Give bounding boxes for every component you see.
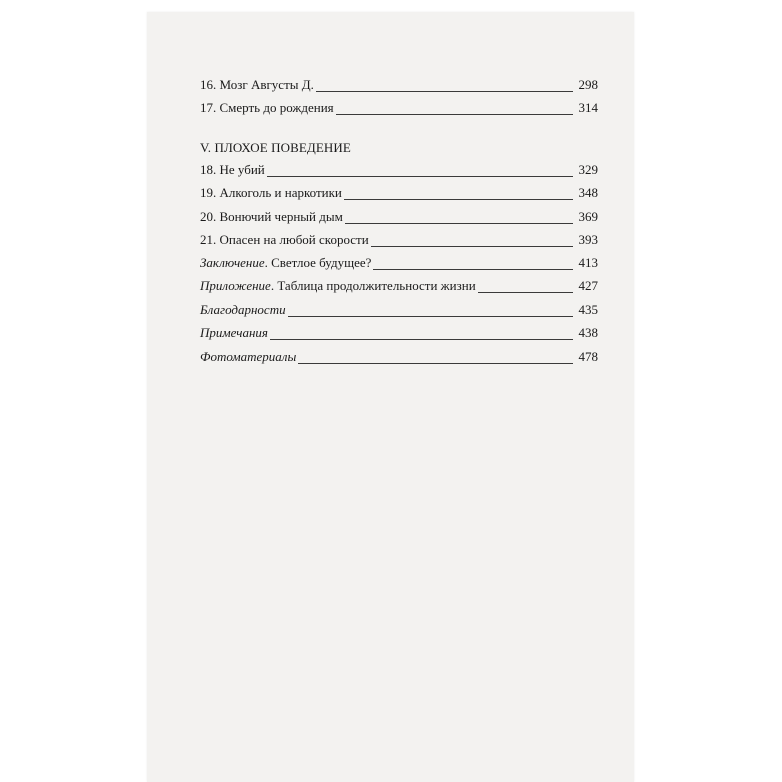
toc-leader-line xyxy=(478,291,573,293)
toc-entry-16 xyxy=(200,72,598,95)
toc-entry-title: 21. Опасен на любой скорости xyxy=(200,231,369,247)
toc-entry-title: 20. Вонючий черный дым xyxy=(200,208,343,224)
toc-entry-21 xyxy=(200,227,598,250)
toc-entry-title xyxy=(200,325,270,343)
toc-leader-line xyxy=(344,198,573,200)
toc-entry-title xyxy=(200,255,373,273)
toc-leader-line xyxy=(373,268,573,270)
toc-leader-line xyxy=(316,90,573,92)
toc-entry-title-italic: Благодарности xyxy=(200,301,286,317)
toc-entry-photos xyxy=(200,343,598,367)
toc-entry-20 xyxy=(200,203,598,226)
toc-entry-page: 427 xyxy=(578,278,598,293)
toc-entry-title-italic: Приложение xyxy=(200,278,271,293)
toc-leader-line xyxy=(288,315,573,317)
toc-entry-page: 438 xyxy=(578,325,598,340)
toc-entry-title-italic: Заключение xyxy=(200,254,265,270)
toc-entry-title: 19. Алкоголь и наркотики xyxy=(200,185,342,201)
toc-entry-appendix xyxy=(200,273,598,297)
toc-group-a xyxy=(200,72,598,118)
part-heading: V. ПЛОХОЕ ПОВЕДЕНИЕ xyxy=(200,140,351,155)
toc-leader-line xyxy=(298,362,573,364)
toc-entry-title xyxy=(200,349,298,367)
toc-entry-conclusion xyxy=(200,249,598,273)
toc-entry-title-rest: . Светлое будущее? xyxy=(264,254,372,270)
toc-entry-title xyxy=(200,278,478,296)
toc-entry-page: 314 xyxy=(578,100,598,116)
toc-entry-page: 478 xyxy=(578,348,598,364)
toc-entry-notes xyxy=(200,320,598,344)
toc-entry-acknowledgements xyxy=(200,296,598,320)
toc-group-b xyxy=(200,139,598,250)
toc-entry-19 xyxy=(200,180,598,203)
toc-entry-18 xyxy=(200,157,598,180)
toc-entry-page: 413 xyxy=(578,254,598,270)
toc-leader-line xyxy=(345,222,573,224)
toc-entry-title: 17. Смерть до рождения xyxy=(200,100,334,116)
toc-entry-page: 348 xyxy=(578,185,598,201)
toc-leader-line xyxy=(270,338,573,340)
toc-entry-title: 16. Мозг Августы Д. xyxy=(200,77,314,93)
toc-entry-page: 393 xyxy=(578,231,598,247)
toc-entry-17 xyxy=(200,95,598,118)
toc-entry-title-rest: . Таблица продолжительности жизни xyxy=(270,278,476,293)
toc-entry-title xyxy=(200,302,288,320)
toc-entry-page: 369 xyxy=(578,208,598,224)
toc-entry-title-italic: Примечания xyxy=(200,325,268,340)
toc-entry-title: 18. Не убий xyxy=(200,162,265,178)
toc-group-c xyxy=(200,249,598,367)
toc-entry-page: 329 xyxy=(578,162,598,178)
toc-entry-page: 435 xyxy=(578,301,598,317)
book-page xyxy=(147,12,634,782)
toc-entry-page: 298 xyxy=(578,77,598,93)
toc-entry-title-italic: Фотоматериалы xyxy=(200,348,297,364)
toc-leader-line xyxy=(371,245,573,247)
toc-leader-line xyxy=(267,175,573,177)
toc-leader-line xyxy=(336,113,573,115)
